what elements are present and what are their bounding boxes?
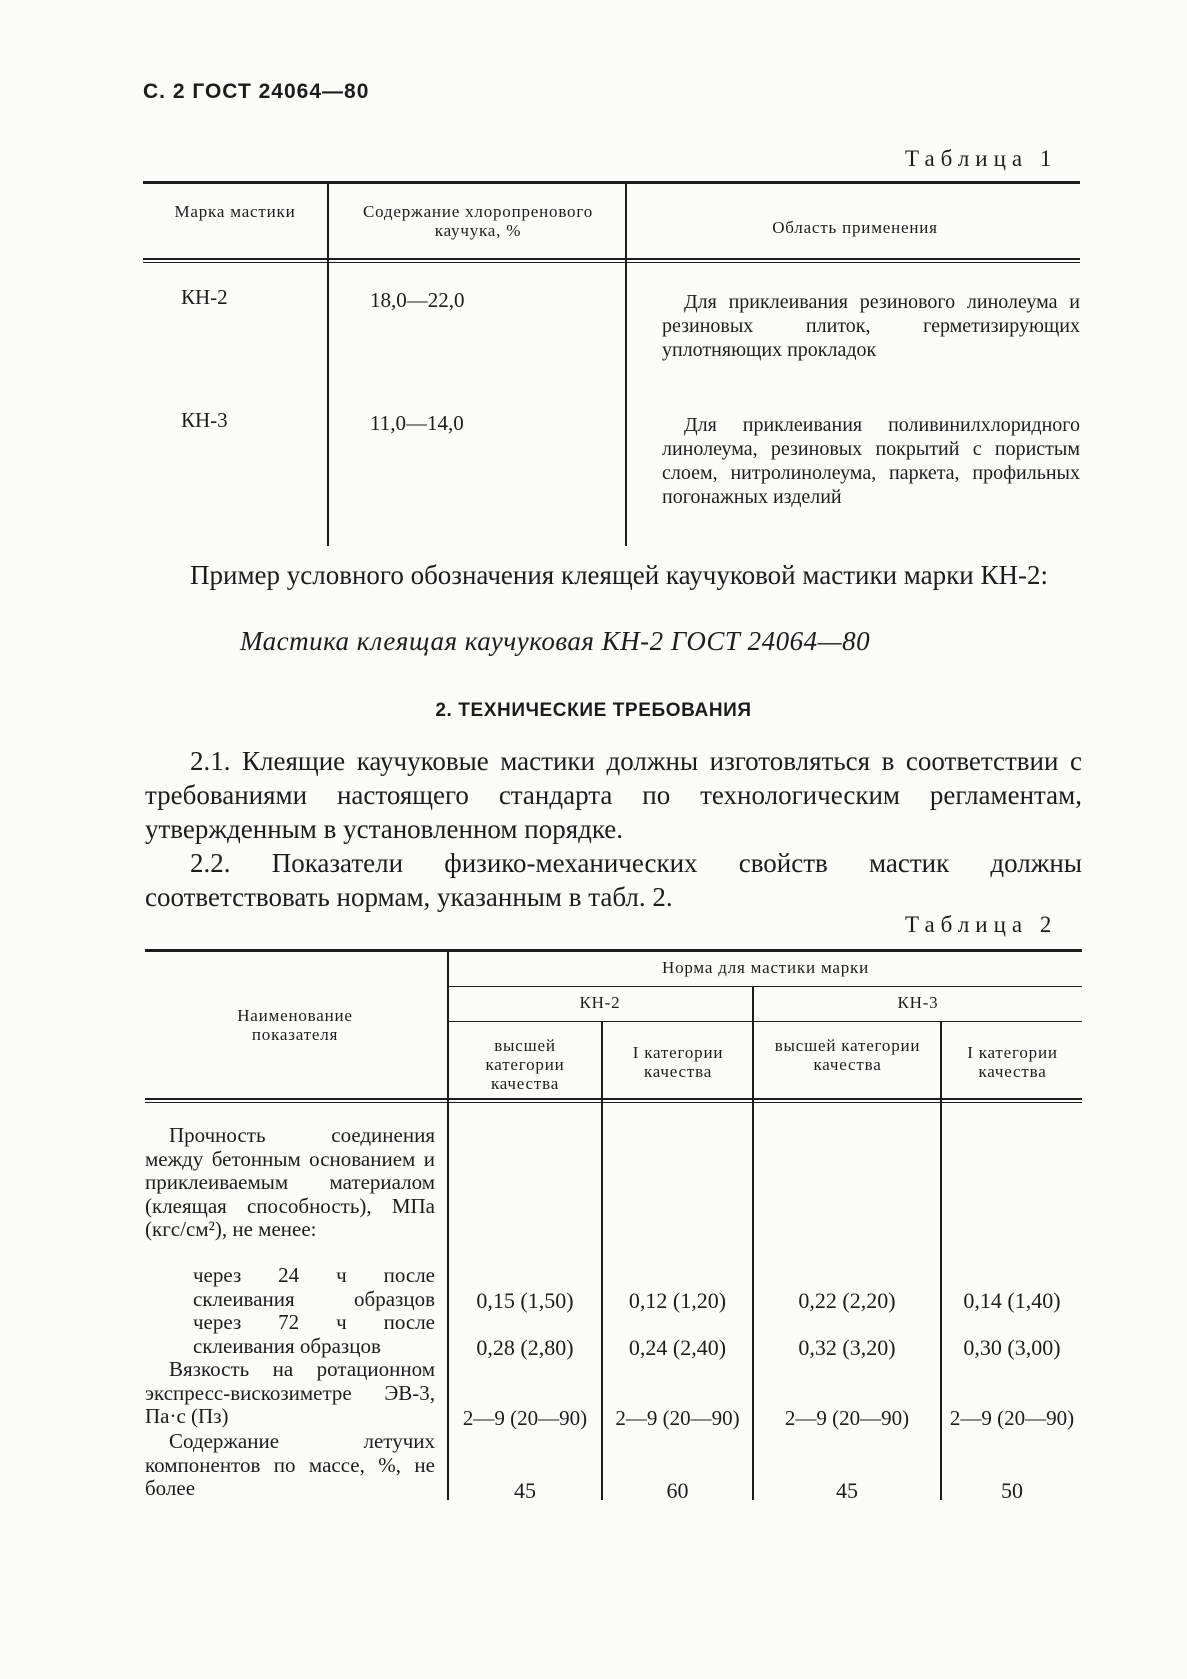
example-lead: Пример условного обозначения клеящей каучуковой мастики марки КН-2: xyxy=(190,560,1048,590)
table2-brand-kn3: КН-3 xyxy=(897,993,939,1012)
table2-brand-kn2: КН-2 xyxy=(579,993,621,1012)
table1-col-divider-1 xyxy=(327,184,329,546)
table2-after72-v3: 0,32 (3,20) xyxy=(798,1335,896,1360)
table1-caption: Таблица 1 xyxy=(905,146,1058,171)
table2-after72-v2: 0,24 (2,40) xyxy=(628,1335,727,1360)
table2-top-rule xyxy=(145,949,1082,952)
table1-header-rule-2 xyxy=(143,262,1080,263)
table2-volatile-v3: 45 xyxy=(836,1478,858,1503)
table2-after24-label xyxy=(193,1264,435,1311)
table2-volatile-label: Содержание летучих компонентов по массе, %, не более xyxy=(145,1429,435,1500)
table2-after72-v4: 0,30 (3,00) xyxy=(963,1335,1061,1360)
table2-cat-2: I категории качества xyxy=(632,1043,724,1081)
table1-row1-application: Для приклеивания резинового линолеума и резиновых плиток, герметизирующих уплотняющих прокладок xyxy=(662,291,1080,361)
table2-after72-label xyxy=(193,1311,435,1358)
table2-cat-1: высшей категории качества xyxy=(485,1036,565,1093)
table2-after72-v1: 0,28 (2,80) xyxy=(476,1335,574,1360)
table2-after24-v1: 0,15 (1,50) xyxy=(476,1288,574,1313)
table2-viscosity-v4: 2—9 (20—90) xyxy=(949,1406,1075,1430)
table2-viscosity-v1: 2—9 (20—90) xyxy=(462,1406,588,1430)
table1-col-content: Содержание хлоропренового каучука, % xyxy=(362,202,593,240)
table2-after24-v2: 0,12 (1,20) xyxy=(628,1288,727,1313)
table2-cat-3: высшей категории качества xyxy=(774,1036,921,1074)
table2-volatile-v4: 50 xyxy=(1001,1478,1023,1503)
table2-after24-line: через 24 ч после склеивания образцов xyxy=(193,1263,435,1311)
section2-p2: 2.2. Показатели физико-механических свойств мастик должны соответствовать нормам, указанным в табл. 2. xyxy=(145,848,1082,912)
table1-header-rule xyxy=(143,258,1080,260)
table2-volatile-v1: 45 xyxy=(514,1478,536,1503)
table1-row1-brand: КН-2 xyxy=(181,285,228,309)
table2-cat-4: I категории качества xyxy=(967,1043,1058,1081)
table1-top-rule xyxy=(143,181,1080,184)
table1-row2-content: 11,0—14,0 xyxy=(370,411,464,435)
table2-brand-rule xyxy=(449,1021,1082,1022)
table2-col-indicator: Наименование показателя xyxy=(237,1006,353,1044)
table2-volatile-v2: 60 xyxy=(666,1478,689,1503)
running-header: С. 2 ГОСТ 24064—80 xyxy=(143,80,370,103)
table2-viscosity-v3: 2—9 (20—90) xyxy=(784,1406,910,1430)
table2-after72-line: через 72 ч после склеивания образцов xyxy=(193,1310,435,1358)
table2-viscosity-v2: 2—9 (20—90) xyxy=(615,1406,740,1430)
section2-p1: 2.1. Клеящие каучуковые мастики должны изготовляться в соответствии с требованиями настоящего стандарта по технологическим регламентам, утвержденным в установленном порядке. xyxy=(145,746,1082,844)
table2-strength-intro: Прочность соединения между бетонным основанием и приклеиваемым материалом (клеящая способность), МПа (кгс/см²), не менее: xyxy=(145,1123,435,1241)
table2-col-norm: Норма для мастики марки xyxy=(662,958,869,977)
table2-after24-v4: 0,14 (1,40) xyxy=(963,1288,1061,1313)
table2-viscosity-label: Вязкость на ротационном экспресс-вискозиметре ЭВ-3, Па·с (Пз) xyxy=(145,1357,435,1428)
table1-row1-content: 18,0—22,0 xyxy=(370,288,465,312)
example-designation: Мастика клеящая каучуковая КН-2 ГОСТ 24064—80 xyxy=(240,626,871,656)
table2-after24-v3: 0,22 (2,20) xyxy=(798,1288,896,1313)
table1-row2-brand: КН-3 xyxy=(181,408,228,432)
table1-row2-application: Для приклеивания поливинилхлоридного линолеума, резиновых покрытий с пористым слоем, нитролинолеума, паркета, профильных погонажных изделий xyxy=(662,414,1080,508)
table2-caption: Таблица 2 xyxy=(905,912,1058,937)
table1-col-brand: Марка мастики xyxy=(174,202,296,221)
table1-col-divider-2 xyxy=(625,184,627,546)
section2-heading: 2. ТЕХНИЧЕСКИЕ ТРЕБОВАНИЯ xyxy=(435,700,752,721)
table2-norm-rule xyxy=(449,986,1082,987)
table1-col-application: Область применения xyxy=(772,218,938,237)
